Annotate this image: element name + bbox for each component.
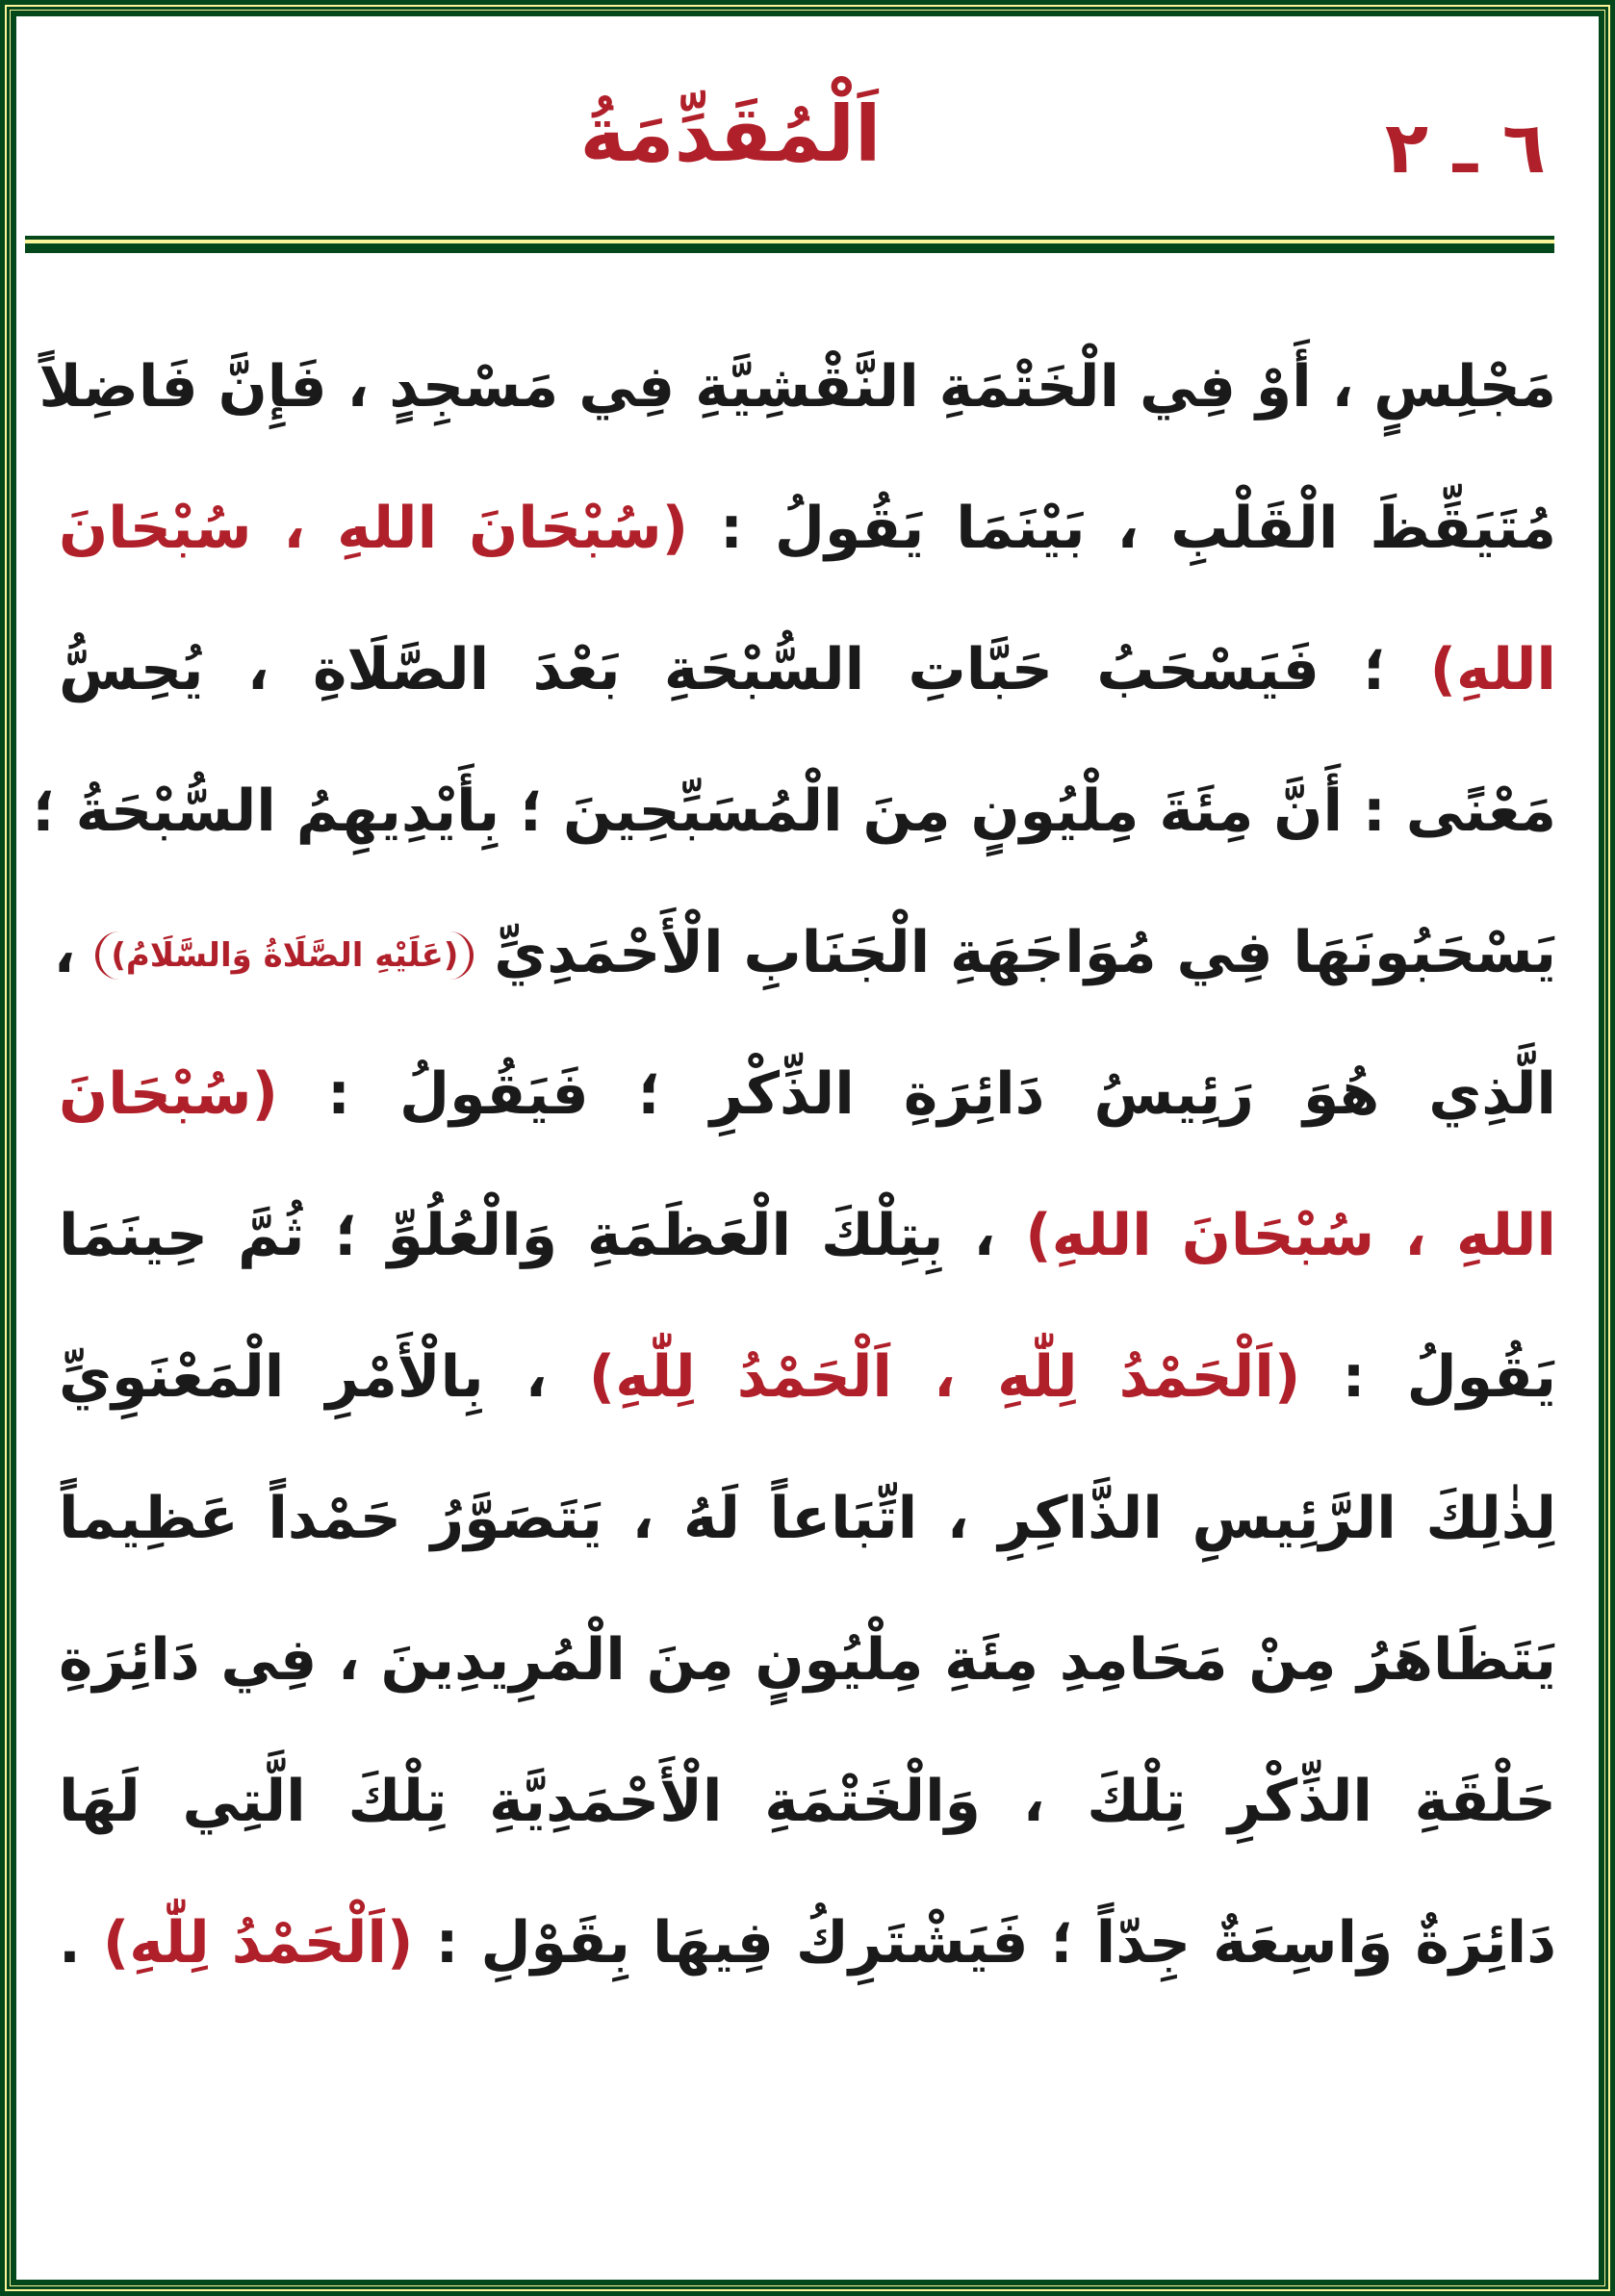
text-line bbox=[59, 600, 1556, 741]
body-text bbox=[32, 317, 1556, 2014]
dhikr-phrase: (اَلْحَمْدُ لِلّٰهِ) bbox=[102, 1909, 414, 1977]
page-header bbox=[16, 74, 1599, 209]
text-line bbox=[32, 741, 1556, 882]
text-segment: ، بِتِلْكَ الْعَظَمَةِ وَالْعُلُوِّ ؛ ثُمَّ حِينَمَا bbox=[59, 1202, 1026, 1269]
section-number: ٦ ـ ٢ bbox=[1384, 107, 1546, 190]
text-segment: حَلْقَةِ الذِّكْرِ تِلْكَ ، وَالْخَتْمَةِ الْأَحْمَدِيَّةِ تِلْكَ الَّتِي لَهَا bbox=[59, 1768, 1556, 1835]
text-segment: مَجْلِسٍ ، أَوْ فِي الْخَتْمَةِ النَّقْشِيَّةِ فِي مَسْجِدٍ ، فَإِنَّ فَاضِلاً bbox=[38, 353, 1556, 421]
text-line bbox=[59, 1873, 1556, 2014]
text-line bbox=[59, 1731, 1556, 1873]
dhikr-phrase: اللهِ) bbox=[1429, 636, 1556, 703]
dhikr-phrase: (سُبْحَانَ اللهِ ، سُبْحَانَ bbox=[59, 495, 688, 562]
text-segment: دَائِرَةٌ وَاسِعَةٌ جِدّاً ؛ فَيَشْتَرِكُ فِيهَا بِقَوْلِ : bbox=[413, 1909, 1556, 1977]
section-title: اَلْمُقَدِّمَةُ bbox=[579, 89, 882, 179]
text-line bbox=[59, 458, 1556, 600]
text-segment: يَسْحَبُونَهَا فِي مُوَاجَهَةِ الْجَنَابِ الْأَحْمَدِيِّ bbox=[474, 919, 1556, 986]
text-segment: يَتَظَاهَرُ مِنْ مَحَامِدِ مِئَةِ مِلْيُونٍ مِنَ الْمُرِيدِينَ ، فِي دَائِرَةِ bbox=[59, 1626, 1556, 1694]
text-segment: ، بِالْأَمْرِ الْمَعْنَوِيِّ bbox=[59, 1343, 589, 1411]
text-segment: مُتَيَقِّظَ الْقَلْبِ ، بَيْنَمَا يَقُولُ : bbox=[688, 495, 1556, 562]
text-line bbox=[38, 317, 1556, 458]
text-line bbox=[59, 1590, 1556, 1731]
header-divider bbox=[25, 236, 1554, 253]
text-line bbox=[59, 1448, 1556, 1590]
text-line bbox=[59, 1165, 1556, 1307]
text-line bbox=[59, 1024, 1556, 1165]
text-segment: مَعْنًى : أَنَّ مِئَةَ مِلْيُونٍ مِنَ الْمُسَبِّحِينَ ؛ بِأَيْدِيهِمُ السُّبْحَةُ ؛ bbox=[32, 778, 1556, 845]
dhikr-phrase: (اَلْحَمْدُ لِلّٰهِ ، اَلْحَمْدُ لِلّٰهِ) bbox=[588, 1343, 1301, 1411]
text-segment: لِذٰلِكَ الرَّئِيسِ الذَّاكِرِ ، اتِّبَاعاً لَهُ ، يَتَصَوَّرُ حَمْداً عَظِيماً bbox=[59, 1485, 1556, 1552]
text-segment: ، bbox=[53, 919, 96, 986]
text-segment: . bbox=[59, 1909, 103, 1977]
text-segment: الَّذِي هُوَ رَئِيسُ دَائِرَةِ الذِّكْرِ ؛ فَيَقُولُ : bbox=[277, 1060, 1556, 1128]
text-segment: ؛ فَيَسْحَبُ حَبَّاتِ السُّبْحَةِ بَعْدَ الصَّلَاةِ ، يُحِسُّ bbox=[59, 636, 1430, 703]
page-content bbox=[16, 16, 1599, 2280]
honorific-calligraphy: (عَلَيْهِ الصَّلَاةُ وَالسَّلَامُ) bbox=[95, 931, 474, 980]
text-line bbox=[59, 1307, 1556, 1448]
dhikr-phrase: (سُبْحَانَ bbox=[59, 1060, 278, 1128]
text-segment: يَقُولُ : bbox=[1300, 1343, 1556, 1411]
text-line bbox=[53, 882, 1556, 1024]
dhikr-phrase: اللهِ ، سُبْحَانَ اللهِ) bbox=[1025, 1202, 1556, 1269]
